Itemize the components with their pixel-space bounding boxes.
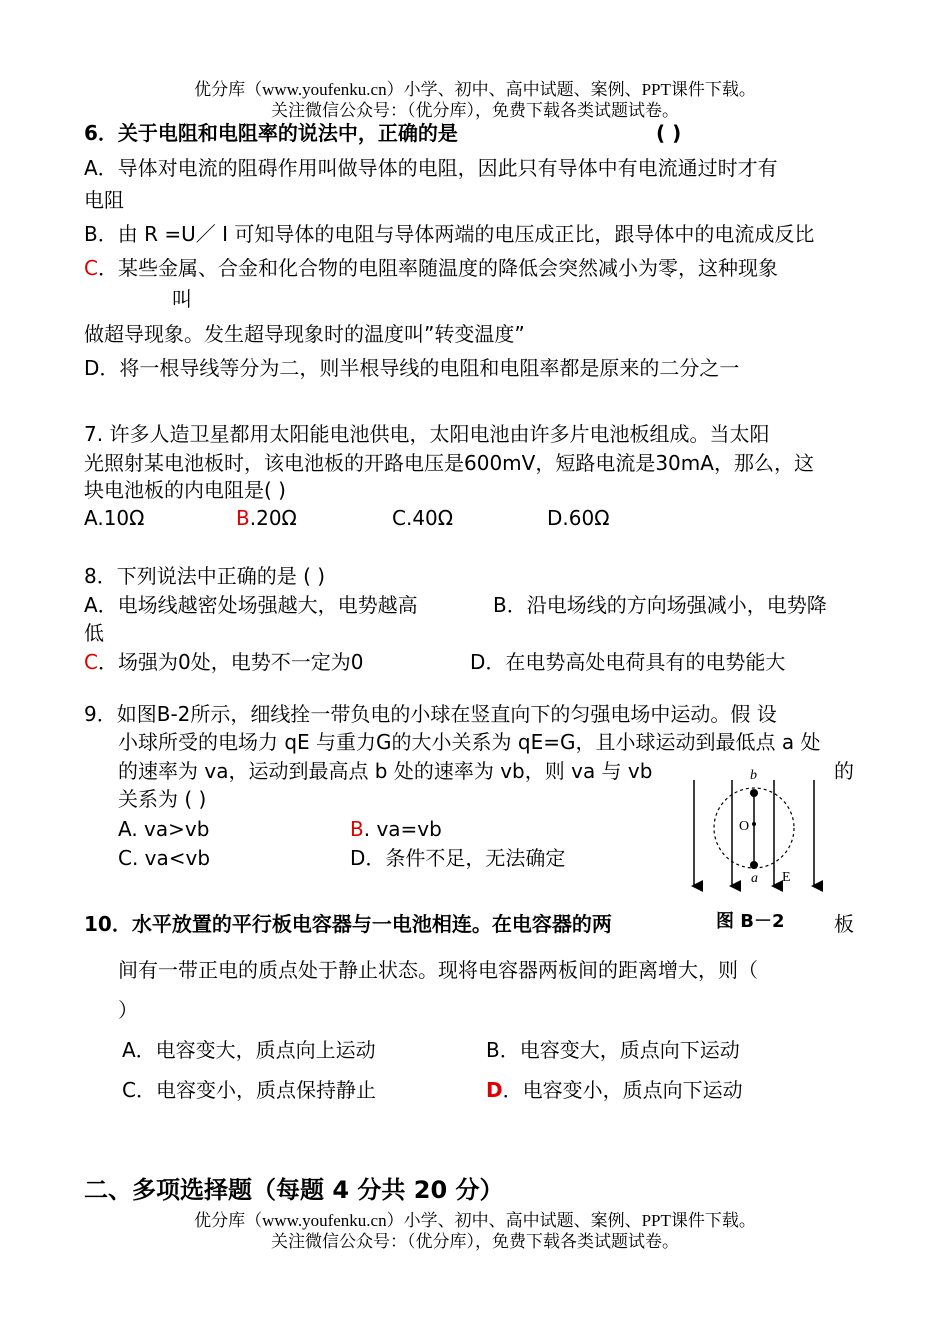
q9-option-c: C. va<vb (118, 846, 211, 870)
q9-option-a: A. va>vb (118, 817, 210, 841)
q10-option-a: A．电容变大，质点向上运动 (122, 1038, 376, 1062)
label-e: E (782, 870, 791, 885)
q9-line-4: 关系为 ( ) (118, 787, 207, 811)
q9-option-b-text: . va=vb (363, 817, 442, 841)
q7-option-c: C.40Ω (392, 506, 454, 530)
label-b: b (750, 768, 757, 783)
center-point (752, 822, 756, 826)
q6-option-b: B．由 R =U／ I 可知导体的电阻与导体两端的电压成正比，跟导体中的电流成反比 (84, 222, 815, 246)
q6-option-c-text: ．某些金属、合金和化合物的电阻率随温度的降低会突然减小为零，这种现象 (97, 256, 778, 280)
label-o: O (739, 819, 750, 834)
q7-option-a: A.10Ω (84, 506, 145, 530)
q6-option-a-cont: 电阻 (84, 188, 124, 212)
q6-stem: 6．关于电阻和电阻率的说法中，正确的是 (84, 121, 458, 145)
q10-line-3: ） (118, 998, 138, 1022)
ball-top (750, 789, 758, 797)
q6-option-c-letter: C (84, 256, 98, 280)
figure-caption: 图 B－2 (716, 911, 785, 932)
q10-option-d (486, 1078, 743, 1102)
q8-option-c-text: ．场强为0处，电势不一定为0 (97, 650, 364, 674)
q10-line-2: 间有一带正电的质点处于静止状态。现将电容器两板间的距离增大，则（ (118, 958, 758, 982)
q8-option-b-cont: 低 (84, 621, 104, 645)
q8-option-c (84, 650, 363, 674)
q7-line-2: 光照射某电池板时，该电池板的开路电压是600mV，短路电流是30mA，那么，这 (84, 451, 814, 475)
ball-bottom (750, 861, 758, 869)
section-2-title: 二、多项选择题（每题 4 分共 20 分） (84, 1176, 504, 1204)
q7-option-b (236, 506, 297, 530)
q6-option-d: D．将一根导线等分为二，则半根导线的电阻和电阻率都是原来的二分之一 (84, 356, 740, 380)
q8-option-d: D．在电势高处电荷具有的电势能大 (470, 650, 786, 674)
q9-option-d: D．条件不足，无法确定 (350, 846, 566, 870)
q8-option-a: A．电场线越密处场强越大，电势越高 (84, 593, 418, 617)
q10-line-1-text: 10．水平放置的平行板电容器与一电池相连。在电容器的两 (84, 912, 612, 936)
q6-option-a: A．导体对电流的阻碍作用叫做导体的电阻，因此只有导体中有电流通过时才有 (84, 156, 778, 180)
q10-option-d-text: ．电容变小，质点向下运动 (502, 1078, 743, 1102)
q6-answer-paren: ( ) (656, 121, 682, 145)
q8-stem: 8．下列说法中正确的是 ( ) (84, 564, 326, 588)
q9-line-1: 9．如图B-2所示，细线拴一带负电的小球在竖直向下的匀强电场中运动。假 设 (84, 702, 777, 726)
q6-option-c (84, 256, 778, 280)
q9-line-3: 的速率为 va，运动到最高点 b 处的速率为 vb，则 va 与 vb (118, 759, 653, 783)
q8-option-c-letter: C (84, 650, 98, 674)
figure-b2 (670, 760, 830, 900)
q9-line-3-end: 的 (834, 759, 854, 783)
q9-option-b-letter: B (350, 817, 364, 841)
q6-option-c-wrap: 叫 (172, 287, 192, 311)
q6-option-c-cont: 做超导现象。发生超导现象时的温度叫”转变温度” (84, 322, 525, 346)
header-line-1: 优分库（www.youfenku.cn）小学、初中、高中试题、案例、PPT课件下载。 (194, 80, 756, 99)
q10-line-1 (84, 912, 612, 936)
header-line-2: 关注微信公众号：（优分库），免费下载各类试题试卷。 (271, 101, 679, 120)
q8-option-b: B．沿电场线的方向场强减小，电势降 (493, 593, 827, 617)
footer-line-1: 优分库（www.youfenku.cn）小学、初中、高中试题、案例、PPT课件下载。 (194, 1211, 756, 1230)
q10-line-1-end: 板 (834, 912, 854, 936)
label-a: a (751, 871, 758, 886)
q10-option-c: C．电容变小，质点保持静止 (122, 1078, 376, 1102)
footer-line-2: 关注微信公众号：（优分库），免费下载各类试题试卷。 (271, 1232, 679, 1251)
q7-line-1: 7. 许多人造卫星都用太阳能电池供电，太阳电池由许多片电池板组成。当太阳 (84, 422, 770, 446)
q7-option-b-letter: B (236, 506, 250, 530)
q9-line-2: 小球所受的电场力 qE 与重力G的大小关系为 qE=G，且小球运动到最低点 a 处 (118, 730, 821, 754)
q10-option-b: B．电容变大，质点向下运动 (486, 1038, 740, 1062)
q7-option-d: D.60Ω (547, 506, 610, 530)
q7-option-b-text: .20Ω (249, 506, 297, 530)
q9-option-b (350, 817, 442, 841)
q10-option-d-letter: D (486, 1078, 503, 1102)
q7-line-3: 块电池板的内电阻是( ) (84, 478, 286, 502)
